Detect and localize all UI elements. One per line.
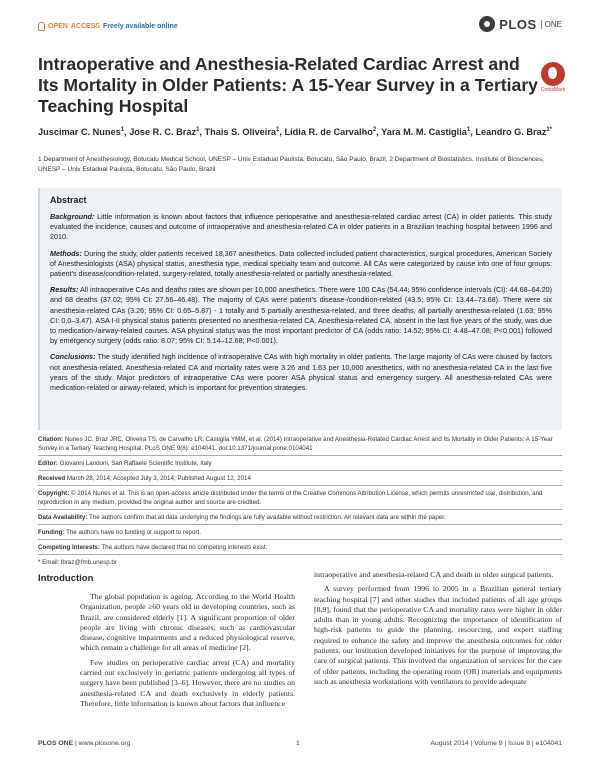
oa-open-text: OPEN (48, 23, 68, 30)
crossmark-label: CrossMark (540, 87, 566, 93)
body-paragraph: The global population is ageing. According to the World Health Organization, people ≥60 years old in developing countries, such as Brazil, are considered elderly [1]. A significant proportion of older people are living with chronic diseases, such as cardiovascular disease, cognitive impairments and a reduced physiological reserve, which remain a challenge for all areas of medicine [2]. (80, 592, 295, 653)
body-paragraph: Few studies on perioperative cardiac arrest (CA) and mortality carried out exclusively in geriatric patients undergoing all types of surgery have been published [3–6]. However, there are no studies on anesthesia-related CA and death exclusively in elderly patients. Therefore, little information is known about factors that influence (80, 657, 295, 708)
author-affiliation-marker: 1 (196, 127, 200, 133)
footer-url[interactable]: www.plosone.org (78, 740, 131, 747)
author-name: Leandro G. Braz (475, 127, 547, 138)
author-affiliation-marker: 1 (120, 127, 125, 133)
footer-issue: August 2014 | Volume 9 | Issue 8 | e104041 (430, 740, 562, 747)
meta-divider (38, 524, 562, 525)
meta-email[interactable] (38, 558, 562, 567)
meta-text: Nunes JC, Braz JRC, Oliveira TS, de Carvalho LR, Castiglia YMM, et al. (2014) Intraoperative and Anesthesia-Related Cardiac Arrest and Its Mortality in Older Patients: A 15-Year Survey in a Tertiary Teaching Hospital. PLoS ONE 9(8): e104041. doi:10.1371/journal.pone.0104041 (38, 436, 553, 452)
author-name: Jose R. C. Braz (129, 127, 197, 138)
abstract-background (50, 212, 552, 243)
abstract-text: The study identified high incidence of intraoperative CAs with high mortality in older patients. The large majority of CAs were caused by factors not anesthesia-related. Anesthesia-related CA and mortality rates were 3.26 and 1.63 per 10,000 anesthetics, with no anesthesia-related CA in the last five years of the study. Major predictors of intraoperative CAs were poorer ASA physical status and emergency surgery. All anesthesia-related CAs were medication-related or airway-related, which is important for prevention strategies. (50, 352, 552, 393)
meta-key: Received (38, 475, 66, 482)
abstract-label: Methods: (50, 248, 82, 258)
abstract-heading: Abstract (50, 195, 87, 205)
body-column-right (314, 570, 562, 691)
abstract-conclusions (50, 352, 552, 393)
crossmark-badge[interactable] (540, 62, 566, 96)
crossmark-icon (541, 62, 565, 86)
footer-divider: | (75, 740, 79, 747)
author-name: Lidia R. de Carvalho (284, 127, 373, 138)
meta-data-availability (38, 513, 562, 522)
abstract-label: Background: (50, 212, 95, 221)
abstract-label: Conclusions: (50, 352, 96, 362)
meta-divider (38, 470, 562, 471)
article-title: Intraoperative and Anesthesia-Related Cardiac Arrest and Its Mortality in Older Patients: A 15-Year Survey in a Tertiary Teaching Hospital (38, 54, 538, 116)
abstract-box (38, 188, 562, 430)
meta-copyright (38, 489, 562, 507)
affiliations: 1 Department of Anesthesiology, Botucatu Medical School, UNESP – Univ Estadual Paulista, Botucatu, São Paulo, Brazil, 2 Department of Biostatistics, Institute of Biosciences, UNESP – Univ Estadual Paulista, Botucatu, São Paulo, Brazil (38, 156, 544, 173)
abstract-label: Results: (50, 285, 79, 295)
section-heading-introduction: Introduction (38, 573, 94, 584)
plos-one-label: ONE (541, 20, 562, 29)
meta-divider (38, 539, 562, 540)
meta-key: Citation: (38, 436, 64, 443)
abstract-text: All intraoperative CAs and deaths rates are shown per 10,000 anesthetics. There were 100 CAs (54.44; 95% confidence intervals (CI): 44.68–64.20) and 68 deaths (37.02; 95% CI: 27.56–46.48). The majority of CAs were patient's disease-/condition-related (43.5; 95% CI: 13.44–73.68). There were six anesthesia-related CAs (3.26; 95% CI: 0.65–5.87) - 1 totally and 5 partially anesthesia-related, and three deaths, all partially anesthesia-related (1.63; 95% CI: 0.0–3.47). ASA I-II physical status patients presented no anesthesia-related CA. Anesthesia-related CA, absent in the last five years of the study, was due to medication-/airway-related causes. ASA physical status was the most important predictor of CA (odds ratio: 14.52; 95% CI: 4.48–47.08; P<0.001) followed by emergency surgery (odds ratio: 8.07; 95% CI: 5.14–12.68; P<0.001). (50, 285, 552, 346)
body-column-left (80, 592, 295, 713)
author-name: Thais S. Oliveira (204, 127, 277, 138)
author-name: Yara M. M. Castiglia (381, 127, 467, 138)
meta-text: The authors confirm that all data underlying the findings are fully available without restriction. All relevant data are within the paper. (87, 514, 446, 521)
footer-journal-name: PLOS ONE (38, 740, 74, 747)
plos-logo[interactable] (479, 16, 562, 32)
meta-funding (38, 528, 562, 537)
meta-divider (38, 485, 562, 486)
meta-key: * Email: (38, 559, 60, 566)
meta-text: lbraz@fmb.unesp.br (59, 559, 117, 566)
author-affiliation-marker: 2 (372, 127, 377, 133)
author-affiliation-marker: 1 (276, 127, 280, 133)
body-paragraph: intraoperative and anesthesia-related CA and death in older surgical patients. (314, 570, 554, 579)
oa-free-text: Freely available online (103, 23, 178, 30)
plos-wordmark: PLOS (499, 16, 537, 32)
article-metadata (38, 435, 562, 569)
journal-header (38, 14, 562, 38)
meta-text: March 28, 2014; Accepted July 3, 2014; Published August 12, 2014 (65, 475, 251, 482)
meta-text: © 2014 Nunes et al. This is an open-access article distributed under the terms of the Creative Commons Attribution License, which permits unrestricted use, distribution, and reproduction in any medium, provided the original author and source are credited. (38, 490, 543, 506)
abstract-results (50, 285, 552, 346)
author-affiliation-marker: 1 (466, 127, 471, 133)
oa-access-text: ACCESS (70, 23, 101, 30)
meta-key: Editor: (38, 460, 58, 467)
meta-key: Data Availability: (38, 514, 88, 521)
author-list: Juscimar C. Nunes$^1$, Jose R. C. Braz$^1$, Thais S. Oliveira$^1$, Lidia R. de Carvalho$^2$, Yara M. M. Castiglia$^1$, Leandro G. Braz$^{1*}$ (38, 127, 552, 138)
footer-journal (38, 740, 130, 747)
meta-text: Giovanni Landoni, San Raffaele Scientific Institute, Italy (57, 460, 212, 467)
meta-key: Competing Interests: (38, 544, 100, 551)
abstract-text: During the study, older patients received 18,367 anesthetics. Data collected included patient characteristics, surgical procedures, American Society of Anesthesiologists (ASA) physical status, anesthesia type, medical specialty team and outcome. All CAs were categorized by cause into one of four groups: patient's disease/condition-related, surgery-related, totally anesthesia-related or partially anesthesia-related. (50, 248, 552, 279)
meta-dates (38, 474, 562, 483)
meta-divider (38, 554, 562, 555)
abstract-text: Little information is known about factors that influence perioperative and anesthesia-related cardiac arrest (CA) in older patients. This study evaluated the incidence, causes and outcome of intraoperative and anesthesia-related CA in older patients in a Brazilian teaching hospital between 1996 and 2010. (50, 212, 552, 242)
meta-editor (38, 459, 562, 468)
abstract-methods (50, 249, 552, 280)
page-number: 1 (296, 740, 300, 747)
body-paragraph: A survey performed from 1996 to 2005 in a Brazilian general tertiary teaching hospital [7] and other studies that included patients of all age groups [8,9], found that the perioperative CA and mortality rates were higher in older adults than in young adults. Recognizing the importance of identification of high-risk patients to guide the planning, resourcing, and expert staffing required to enhance the safety and improve the anesthesia outcomes for older patients, our institution developed initiatives for the purpose of improving the care of surgical patients. This involved the organization of services for the care of older patients, including the operating room (OR) materials and equipments such as anesthesia workstations with ventilators to provide adequate (314, 584, 562, 686)
meta-key: Funding: (38, 529, 65, 536)
meta-citation (38, 435, 562, 453)
meta-competing-interests (38, 543, 562, 552)
meta-divider (38, 509, 562, 510)
author-affiliation-marker: 1* (546, 127, 552, 133)
open-access-badge[interactable] (38, 22, 178, 31)
meta-divider (38, 455, 562, 456)
author-name: Juscimar C. Nunes (38, 127, 121, 138)
meta-text: The authors have declared that no competing interests exist. (99, 544, 268, 551)
plos-logo-icon (479, 16, 495, 32)
open-lock-icon (38, 22, 45, 31)
meta-key: Copyright: (38, 490, 70, 497)
meta-text: The authors have no funding or support to report. (64, 529, 201, 536)
